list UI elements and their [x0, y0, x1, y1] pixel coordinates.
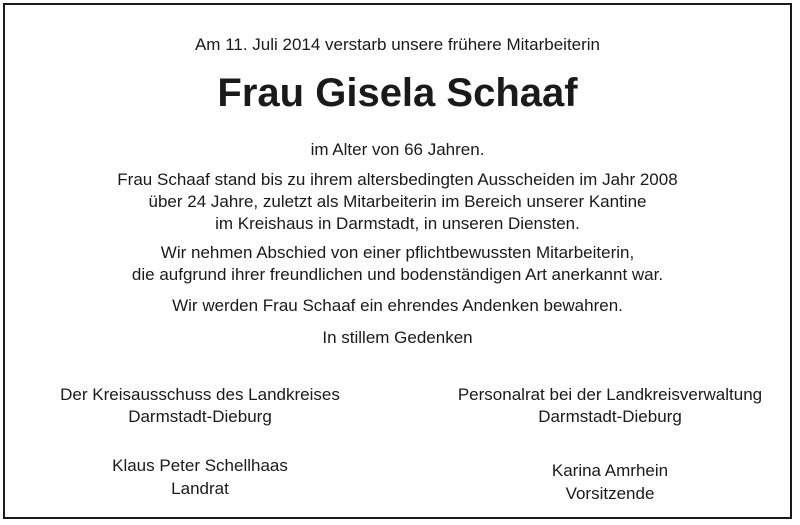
right-signatory-org-line2: Darmstadt-Dieburg: [538, 407, 682, 426]
paragraph2-line1: Wir nehmen Abschied von einer pflichtbewussten Mitarbeiterin,: [160, 243, 635, 262]
paragraph1-line3: im Kreishaus in Darmstadt, in unseren Diensten.: [215, 214, 580, 233]
intro-text: Am 11. Juli 2014 verstarb unsere frühere Mitarbeiterin: [194, 35, 601, 54]
remembrance-text: In stillem Gedenken: [322, 328, 473, 347]
age-text: im Alter von 66 Jahren.: [310, 140, 485, 159]
right-signatory-person: Karina Amrhein: [551, 461, 669, 480]
left-signatory-person: Klaus Peter Schellhaas: [112, 456, 288, 475]
right-signatory-role: Vorsitzende: [565, 484, 655, 503]
deceased-name: Frau Gisela Schaaf: [217, 71, 578, 115]
paragraph1-line2: über 24 Jahre, zuletzt als Mitarbeiterin im Bereich unserer Kantine: [148, 192, 647, 211]
left-signatory-org-line2: Darmstadt-Dieburg: [128, 407, 272, 426]
closing-text: Wir werden Frau Schaaf ein ehrendes Andenken bewahren.: [172, 296, 623, 315]
right-signatory-org-line1: Personalrat bei der Landkreisverwaltung: [457, 385, 763, 404]
left-signatory-role: Landrat: [171, 479, 229, 498]
paragraph1-line1: Frau Schaaf stand bis zu ihrem altersbedingten Ausscheiden im Jahr 2008: [117, 170, 678, 189]
obituary-notice: [3, 3, 792, 519]
paragraph2-line2: die aufgrund ihrer freundlichen und bodenständigen Art anerkannt war.: [131, 265, 664, 284]
left-signatory-org-line1: Der Kreisausschuss des Landkreises: [60, 385, 340, 404]
